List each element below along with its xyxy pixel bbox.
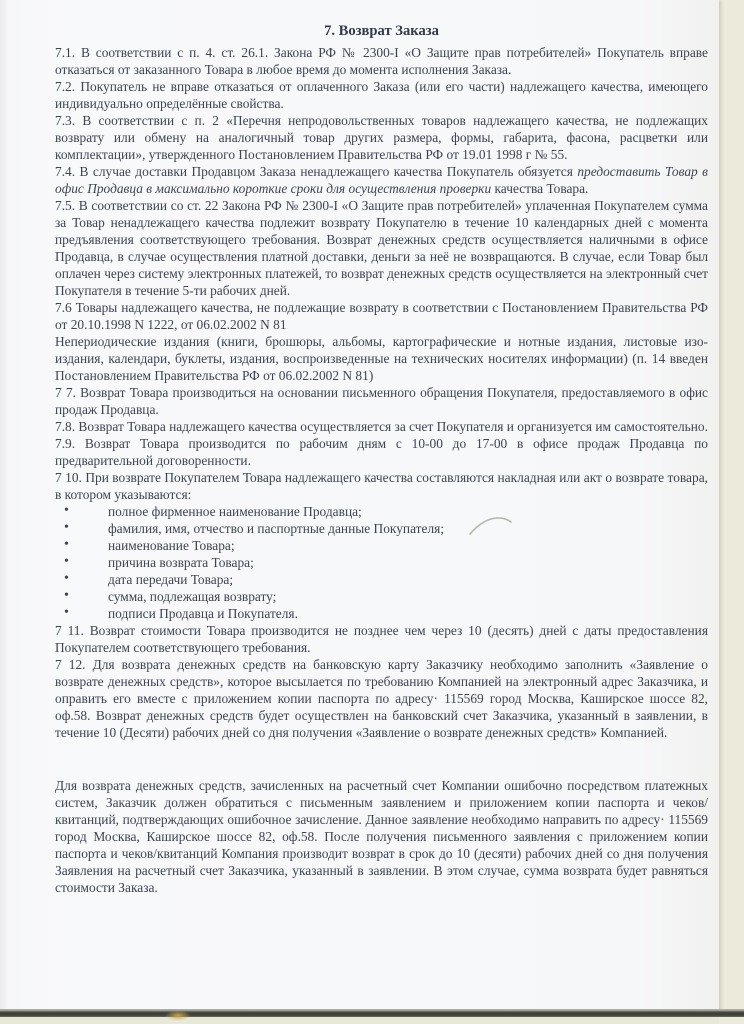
bullet-item: [55, 571, 708, 588]
paragraph: [55, 656, 708, 741]
bullet-icon: •: [64, 520, 69, 535]
bullet-text: причина возврата Товара;: [108, 555, 254, 570]
bullet-text: фамилия, имя, отчество и паспортные данные Покупателя;: [108, 521, 445, 536]
text-run: 7.4. В случае доставки Продавцом Заказа ненадлежащего качества Покупатель обязуется: [55, 164, 578, 179]
text-run: 7.9. Возврат Товара производится по рабочим дням с 10-00 до 17-00 в офисе продаж Продавца по предварительной договоренности.: [55, 436, 708, 468]
text-run: 7.6 Товары надлежащего качества, не подлежащие возврату в соответствии с Постановлением Правительства РФ от 20.10.1998 N 1222, от 06.02.2002 N 81: [55, 300, 708, 332]
paragraph-gap: [55, 741, 708, 777]
pen-mark-icon: [468, 510, 514, 538]
paragraph: [55, 384, 708, 418]
paragraph: [55, 299, 708, 333]
document: [55, 21, 708, 896]
scan-edge-strip: [719, 0, 744, 1024]
text-run: 7 7. Возврат Товара производиться на основании письменного обращения Покупателя, предоставляемого в офис продаж Продавца.: [55, 385, 708, 417]
bullet-icon: •: [64, 554, 69, 569]
bullet-icon: •: [64, 588, 69, 603]
paragraph: [55, 622, 708, 656]
paragraph: [55, 777, 708, 896]
paragraph: [55, 78, 708, 112]
bullet-text: сумма, подлежащая возврату;: [108, 589, 277, 604]
text-run: 7.5. В соответствии со ст. 22 Закона РФ № 2300-I «О Защите прав потребителей» уплаченная Покупателем сумма за Товар ненадлежащего качества подлежит возврату Покупателю в течение 10 календарных дней с момента предъявления соответствующего требования. Возврат денежных средств осуществляется наличными в офисе Продавца, в случае осуществления платной доставки, деньги за неё не возвращаются. В случае, если Товар был оплачен через систему электронных платежей, то возврат денежных средств осуществляется на электронный счет Покупателя в течение 5-ти рабочих дней.: [55, 198, 708, 298]
text-run: Непериодические издания (книги, брошюры, альбомы, картографические и нотные издания, листовые изо-издания, календари, буклеты, издания, воспроизведенные на технических носителях информации) (п. 14 введен Постановлением Правительства РФ от 06.02.2002 N 81): [55, 334, 708, 383]
text-run: 7.1. В соответствии с п. 4. ст. 26.1. Закона РФ № 2300-I «О Защите прав потребителей» Покупатель вправе отказаться от заказанного Товара в любое время до момента исполнения Заказа.: [55, 45, 708, 77]
bullet-text: полное фирменное наименование Продавца;: [108, 504, 362, 519]
bullet-text: дата передачи Товара;: [108, 572, 234, 587]
text-run: 7 12. Для возврата денежных средств на банковскую карту Заказчику необходимо заполнить «Заявление о возврате денежных средств», которое высылается по требованию Компанией на электронный адрес Заказчика, и оправить его вместе с приложением копии паспорта по адресу· 115569 город Москва, Каширское шоссе 82, оф.58. Возврат денежных средств будет осуществлен на банковский счет Заказчика, указанный в заявлении, в течение 10 (Десяти) рабочих дней со дня получения «Заявление о возврате денежных средств» Компанией.: [55, 657, 708, 740]
paragraph: [55, 163, 708, 197]
text-run: 7.3. В соответствии с п. 2 «Перечня непродовольственных товаров надлежащего качества, не подлежащих возврату или обмену на аналогичный товар других размера, формы, габарита, фасона, расцветки или комплектации», утвержденного Постановлением Правительства РФ от 19.01 1998 г № 55.: [55, 113, 708, 162]
paragraph: [55, 112, 708, 163]
paper-stain: [165, 1010, 191, 1021]
text-run: 7.8. Возврат Товара надлежащего качества осуществляется за счет Покупателя и организуется им самостоятельно.: [55, 419, 708, 434]
bullet-icon: •: [64, 571, 69, 586]
bullet-icon: •: [64, 537, 69, 552]
text-run: Для возврата денежных средств, зачисленных на расчетный счет Компании ошибочно посредством платежных систем, Заказчик должен обратиться с письменным заявлением и приложением копии паспорта и чеков/квитанций, подтверждающих ошибочное зачисление. Данное заявление необходимо направить по адресу· 115569 город Москва, Каширское шоссе 82, оф.58. После получения письменного заявления с приложением копии паспорта и чеков/квитанций Компания производит возврат в срок до 10 (десяти) рабочих дней со дня получения Заявления на расчетный счет Заказчика, указанный в заявлении. В этом случае, сумма возврата будет равняться стоимости Заказа.: [55, 778, 708, 895]
document-title: 7. Возврат Заказа: [324, 23, 439, 39]
scan-bottom-edge: [0, 1009, 744, 1017]
bullet-item: [55, 554, 708, 571]
bullet-item: [55, 520, 708, 537]
italic-run: предоставить Товар в офис Продавца в максимально короткие сроки для осуществления проверки: [55, 164, 708, 196]
bullet-icon: •: [64, 503, 69, 518]
bullet-item: [55, 605, 708, 622]
document-body: [55, 44, 708, 896]
paragraph: [55, 197, 708, 299]
bullet-icon: •: [64, 605, 69, 620]
paragraph: [55, 418, 708, 435]
paragraph: [55, 435, 708, 469]
text-run: 7 11. Возврат стоимости Товара производится не позднее чем через 10 (десять) дней с даты предоставления Покупателем соответствующего требования.: [55, 623, 708, 655]
bullet-item: [55, 588, 708, 605]
paragraph: [55, 333, 708, 384]
text-run: 7.2. Покупатель не вправе отказаться от оплаченного Заказа (или его части) надлежащего качества, имеющего индивидуально определённые свойства.: [55, 79, 708, 111]
bullet-item: [55, 537, 708, 554]
paragraph: [55, 44, 708, 78]
text-run: качества Товара.: [491, 181, 589, 196]
bullet-text: наименование Товара;: [108, 538, 235, 553]
bullet-item: [55, 503, 708, 520]
text-run: 7 10. При возврате Покупателем Товара надлежащего качества составляются накладная или акт о возврате товара, в котором указываются:: [55, 470, 708, 502]
bullet-text: подписи Продавца и Покупателя.: [108, 606, 298, 621]
paragraph: [55, 469, 708, 503]
